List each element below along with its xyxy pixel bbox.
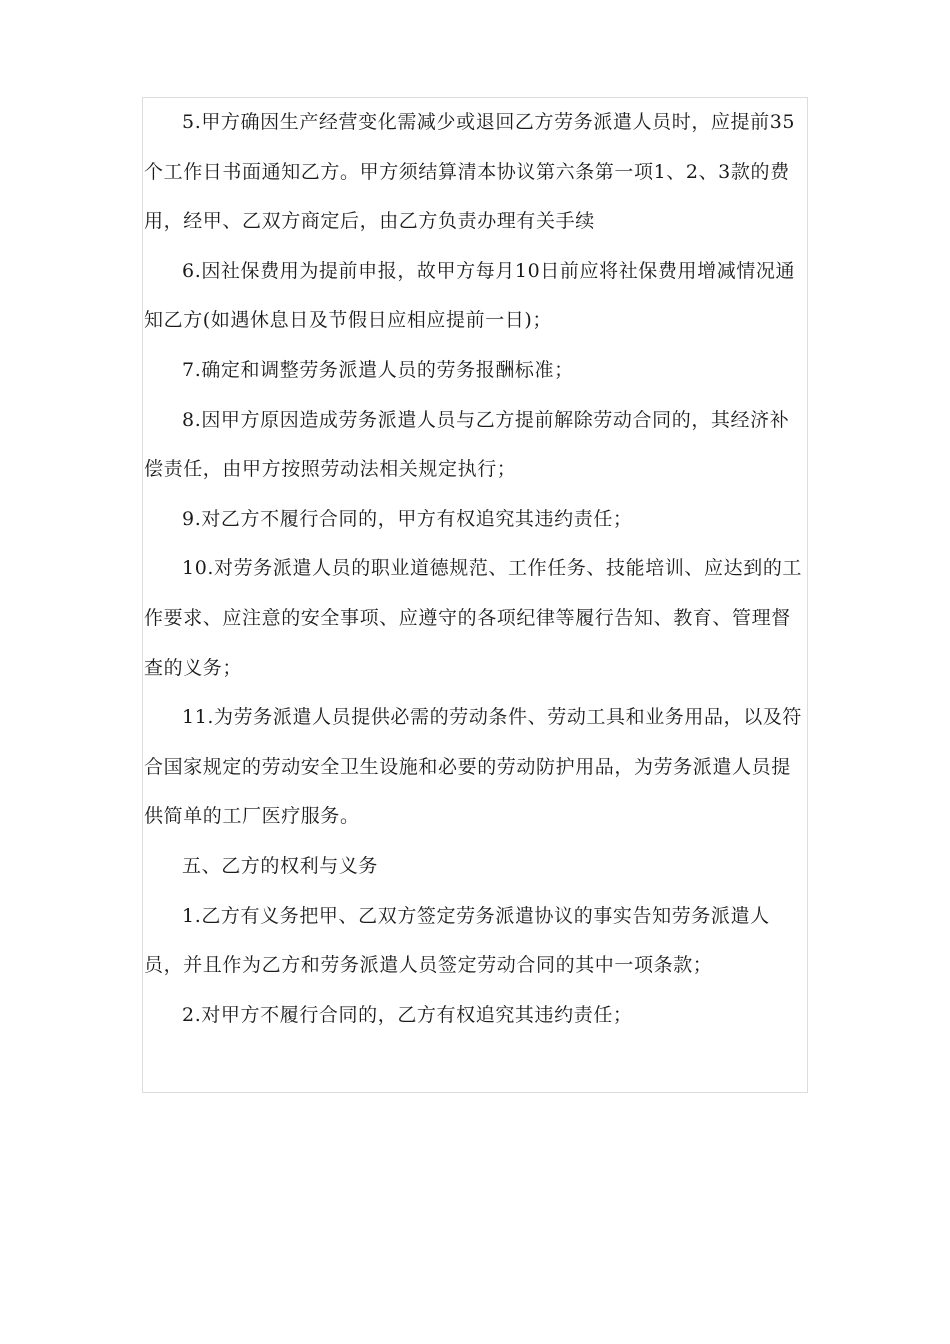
section-heading-party-b: 五、乙方的权利与义务 xyxy=(182,854,379,877)
paragraph-item-7: 7.确定和调整劳务派遣人员的劳务报酬标准； xyxy=(182,358,574,381)
paragraph-item-5: 5.甲方确因生产经营变化需减少或退回乙方劳务派遣人员时，应提前35个工作日书面通知乙方。甲方须结算清本协议第六条第一项1、2、3款的费用，经甲、乙双方商定后，由乙方负责办理有关手续 xyxy=(144,111,796,233)
paragraph-item-10: 10.对劳务派遣人员的职业道德规范、工作任务、技能培训、应达到的工作要求、应注意的安全事项、应遵守的各项纪律等履行告知、教育、管理督查的义务； xyxy=(144,557,803,679)
paragraph-item-8: 8.因甲方原因造成劳务派遣人员与乙方提前解除劳动合同的，其经济补偿责任，由甲方按照劳动法相关规定执行； xyxy=(144,408,790,481)
paragraph-party-b-item-1: 1.乙方有义务把甲、乙双方签定劳务派遣协议的事实告知劳务派遣人员，并且作为乙方和劳务派遣人员签定劳动合同的其中一项条款； xyxy=(144,904,770,977)
paragraph-item-11: 11.为劳务派遣人员提供必需的劳动条件、劳动工具和业务用品，以及符合国家规定的劳动安全卫生设施和必要的劳动防护用品，为劳务派遣人员提供简单的工厂医疗服务。 xyxy=(144,706,803,828)
paragraph-party-b-item-2: 2.对甲方不履行合同的，乙方有权追究其违约责任； xyxy=(182,1003,633,1026)
document-body xyxy=(144,98,808,1040)
paragraph-item-6: 6.因社保费用为提前申报，故甲方每月10日前应将社保费用增减情况通知乙方(如遇休息日及节假日应相应提前一日)； xyxy=(144,259,796,332)
paragraph-item-9: 9.对乙方不履行合同的，甲方有权追究其违约责任； xyxy=(182,507,633,530)
